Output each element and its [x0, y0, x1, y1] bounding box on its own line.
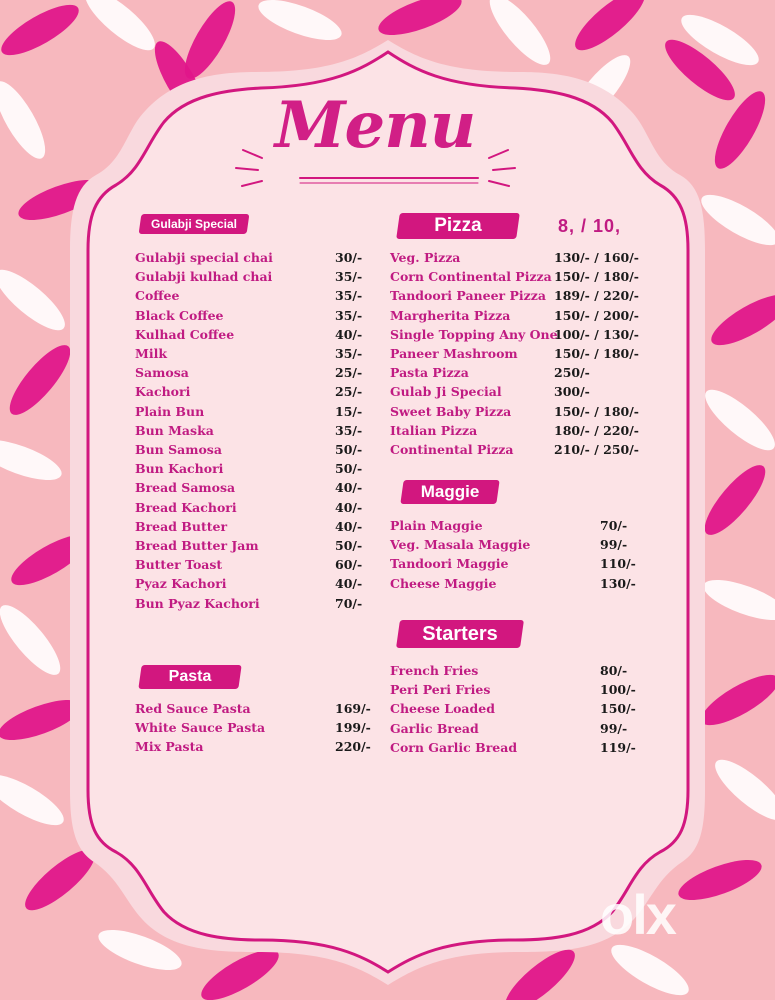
section-label-maggie: Maggie	[402, 480, 498, 504]
olx-watermark-logo: olx	[600, 883, 675, 946]
pasta-item-name: Red Sauce Pasta	[135, 701, 251, 716]
gulabji-item-name: Black Coffee	[135, 307, 224, 323]
gulabji-item-price: 35/-	[335, 346, 363, 361]
starters-item-price: 100/-	[600, 682, 636, 698]
gulabji-item-name: Kachori	[135, 384, 191, 400]
pasta-item-name: White Sauce Pasta	[135, 720, 266, 736]
gulabji-item-price: 35/-	[335, 422, 363, 438]
gulabji-item-price: 40/-	[335, 499, 363, 515]
starters-item-name: French Fries	[390, 663, 479, 678]
section-label-gulabji-special: Gulabji Special	[140, 214, 248, 234]
pizza-item-price: 130/- / 160/-	[554, 250, 639, 265]
pizza-item-name: Veg. Pizza	[390, 250, 461, 265]
starters-item-price: 80/-	[600, 663, 628, 678]
gulabji-item-price: 35/-	[335, 269, 363, 285]
gulabji-item-price: 35/-	[335, 307, 363, 323]
pizza-item-name: Margherita Pizza	[390, 307, 511, 323]
gulabji-item-name: Samosa	[135, 365, 189, 381]
starters-item-name: Corn Garlic Bread	[390, 739, 518, 755]
pizza-item-name: Italian Pizza	[390, 422, 478, 438]
gulabji-item-price: 25/-	[335, 384, 363, 400]
gulabji-item-price: 40/-	[335, 518, 363, 534]
pizza-item-price: 210/- / 250/-	[554, 442, 639, 457]
pasta-item-price: 220/-	[335, 739, 371, 755]
starters-item-name: Peri Peri Fries	[390, 682, 491, 698]
maggie-item-price: 130/-	[600, 575, 636, 591]
gulabji-item-name: Bun Samosa	[135, 442, 222, 457]
gulabji-item-name: Milk	[135, 346, 167, 361]
gulabji-item-price: 15/-	[335, 403, 363, 419]
maggie-item-price: 110/-	[600, 556, 636, 572]
gulabji-item-name: Bun Maska	[135, 422, 214, 438]
gulabji-item-name: Bun Kachori	[135, 461, 224, 477]
starters-item-name: Cheese Loaded	[390, 701, 495, 717]
gulabji-item-name: Bun Pyaz Kachori	[135, 595, 260, 611]
gulabji-item-name: Pyaz Kachori	[135, 576, 227, 592]
maggie-item-price: 70/-	[600, 518, 628, 533]
pizza-item-name: Gulab Ji Special	[390, 384, 502, 400]
gulabji-item-name: Plain Bun	[135, 403, 205, 419]
pizza-sizes-header: 8, / 10,	[558, 216, 622, 236]
gulabji-item-name: Bread Butter Jam	[135, 538, 259, 553]
pasta-item-price: 169/-	[335, 701, 371, 716]
gulabji-item-name: Bread Kachori	[135, 499, 237, 515]
gulabji-item-price: 35/-	[335, 288, 363, 304]
gulabji-item-price: 60/-	[335, 557, 363, 573]
pizza-item-price: 150/- / 180/-	[554, 403, 639, 419]
pizza-item-name: Continental Pizza	[390, 442, 514, 457]
pizza-item-price: 180/- / 220/-	[554, 422, 639, 438]
gulabji-item-price: 50/-	[335, 461, 363, 477]
starters-item-price: 119/-	[600, 739, 636, 755]
maggie-item-name: Tandoori Maggie	[390, 556, 509, 572]
section-label-pizza: Pizza	[398, 213, 518, 239]
pizza-item-name: Pasta Pizza	[390, 365, 469, 381]
gulabji-item-price: 50/-	[335, 538, 363, 553]
pasta-item-name: Mix Pasta	[135, 739, 204, 755]
pizza-item-price: 189/- / 220/-	[554, 288, 639, 304]
starters-item-price: 99/-	[600, 720, 628, 736]
section-label-pasta: Pasta	[140, 665, 240, 689]
gulabji-item-name: Coffee	[135, 288, 180, 304]
menu-title: Menu	[274, 88, 476, 163]
maggie-item-name: Cheese Maggie	[390, 575, 497, 591]
gulabji-item-price: 40/-	[335, 326, 363, 342]
pizza-item-price: 300/-	[554, 384, 590, 400]
pizza-item-name: Tandoori Paneer Pizza	[390, 288, 546, 304]
gulabji-item-price: 30/-	[335, 250, 363, 265]
gulabji-item-name: Bread Butter	[135, 518, 228, 534]
pizza-item-price: 150/- / 180/-	[554, 346, 639, 361]
gulabji-item-name: Gulabji kulhad chai	[135, 269, 273, 285]
maggie-item-name: Veg. Masala Maggie	[390, 537, 531, 553]
gulabji-item-name: Butter Toast	[135, 557, 223, 573]
gulabji-item-price: 40/-	[335, 576, 363, 592]
gulabji-item-name: Kulhad Coffee	[135, 326, 235, 342]
gulabji-item-price: 25/-	[335, 365, 363, 381]
gulabji-item-name: Gulabji special chai	[135, 250, 273, 265]
starters-item-name: Garlic Bread	[390, 720, 479, 736]
pizza-item-price: 100/- / 130/-	[554, 326, 639, 342]
pasta-item-price: 199/-	[335, 720, 371, 736]
pizza-item-price: 250/-	[554, 365, 590, 381]
gulabji-item-price: 50/-	[335, 442, 363, 457]
starters-item-price: 150/-	[600, 701, 636, 717]
gulabji-item-name: Bread Samosa	[135, 480, 236, 496]
gulabji-item-price: 70/-	[335, 595, 363, 611]
section-label-starters: Starters	[398, 620, 522, 648]
pizza-item-name: Sweet Baby Pizza	[390, 403, 512, 419]
maggie-item-price: 99/-	[600, 537, 628, 553]
pizza-item-name: Corn Continental Pizza	[390, 269, 552, 285]
pizza-item-price: 150/- / 200/-	[554, 307, 639, 323]
pizza-item-name: Paneer Mashroom	[390, 346, 518, 361]
maggie-item-name: Plain Maggie	[390, 518, 483, 533]
gulabji-item-price: 40/-	[335, 480, 363, 496]
pizza-item-price: 150/- / 180/-	[554, 269, 639, 285]
pizza-item-name: Single Topping Any One	[390, 326, 558, 342]
